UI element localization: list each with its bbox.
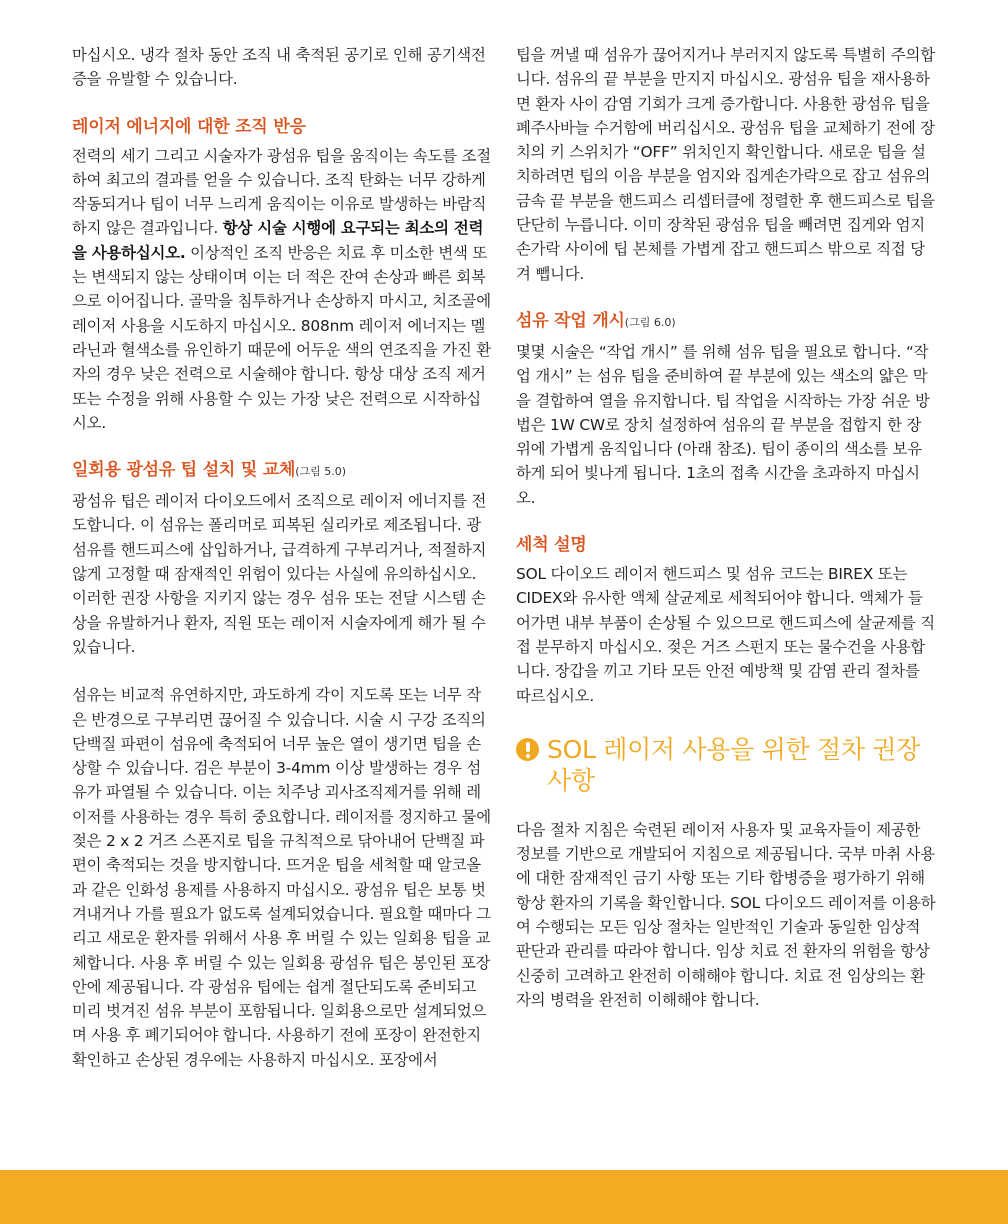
tissue-response-text-end: 이상적인 조직 반응은 치료 후 미소한 변색 또는 변색되지 않는 상태이며 이는 더 적은 잔여 손상과 빠른 회복으로 이어집니다. 골막을 침투하거나 손상하지 마시고, 치조골에 레이저 사용을 시도하지 마십시오. 808nm 레이저 에너지는 멜라닌과 혈색소를 유인하기 때문에 어두운 색의 연조직을 가진 환자의 경우 낮은 전력으로 시술해야 합니다. 항상 대상 조직 제거 또는 수정을 위해 사용할 수 있는 가장 낮은 전력으로 시작하십시오. [72, 243, 491, 432]
right-column [516, 43, 936, 1012]
tip-install-heading [72, 457, 492, 485]
tissue-response-heading: 레이저 에너지에 대한 조직 반응 [72, 116, 306, 137]
figure-reference-6: (그림 6.0) [624, 315, 676, 329]
intro-paragraph: 마십시오. 냉각 절차 동안 조직 내 축적된 공기로 인해 공기색전증을 유발할 수 있습니다. [72, 46, 486, 89]
footer-bar [0, 1170, 1008, 1224]
tip-install-heading-text: 일회용 광섬유 팁 설치 및 교체 [72, 460, 296, 481]
recommendations-title [516, 734, 936, 796]
tip-install-paragraph-2: 섬유는 비교적 유연하지만, 과도하게 각이 지도록 또는 너무 작은 반경으로 구부리면 끊어질 수 있습니다. 시술 시 구강 조직의 단백질 파편이 섬유에 축적되어 너무 높은 열이 생기면 팁을 손상할 수 있습니다. 검은 부분이 3-4mm 이상 발생하는 경우 섬유가 파열될 수 있습니다. 이는 치주낭 괴사조직제거를 위해 레이저를 사용하는 경우 특히 중요합니다. 레이저를 정지하고 물에 젖은 2 x 2 거즈 스폰지로 팁을 규칙적으로 닦아내어 단백질 파편이 축적되는 것을 방지합니다. 뜨거운 팁을 세척할 때 알코올과 같은 인화성 용제를 사용하지 마십시오. 광섬유 팁은 보통 벗겨내거나 가를 필요가 없도록 설계되었습니다. 필요할 때마다 그리고 새로운 환자를 위해서 사용 후 버릴 수 있는 일회용 팁을 교체합니다. 사용 후 버릴 수 있는 일회용 광섬유 팁은 봉인된 포장 안에 제공됩니다. 각 광섬유 팁에는 쉽게 절단되도록 준비되고 미리 벗겨진 섬유 부분이 포함됩니다. 일회용으로만 설계되었으며 사용 후 폐기되어야 합니다. 사용하기 전에 포장이 완전한지 확인하고 손상된 경우에는 사용하지 마십시오. 포장에서 [72, 686, 491, 1069]
tip-continued-paragraph: 팁을 꺼낼 때 섬유가 끊어지거나 부러지지 않도록 특별히 주의합니다. 섬유의 끝 부분을 만지지 마십시오. 광섬유 팁을 재사용하면 환자 사이 감염 기회가 크게 증가합니다. 사용한 광섬유 팁을 폐주사바늘 수거함에 버리십시오. 광섬유 팁을 교체하기 전에 장치의 키 스위치가 “OFF” 위치인지 확인합니다. 새로운 팁을 설치하려면 팁의 이음 부분을 엄지와 집게손가락으로 잡고 섬유의 금속 끝 부분을 핸드피스 리셉터클에 정렬한 후 핸드피스로 팁을 단단히 누릅니다. 이미 장착된 광섬유 팁을 빼려면 집게와 엄지손가락 사이에 팁 본체를 가볍게 잡고 핸드피스 밖으로 직접 당겨 뺍니다. [516, 46, 935, 283]
initiation-heading [516, 308, 936, 336]
tip-install-paragraph-1: 광섬유 팁은 레이저 다이오드에서 조직으로 레이저 에너지를 전도합니다. 이 섬유는 폴리머로 피복된 실리카로 제조됩니다. 광섬유를 핸드피스에 삽입하거나, 급격하게 구부리거나, 적절하지 않게 고정할 때 잠재적인 위험이 있다는 사실에 유의하십시오. 이러한 권장 사항을 지키지 않는 경우 섬유 또는 전달 시스템 손상을 유발하거나 환자, 직원 또는 레이저 시술자에게 해가 될 수 있습니다. [72, 492, 487, 656]
initiation-heading-text: 섬유 작업 개시 [516, 310, 625, 331]
initiation-paragraph: 몇몇 시술은 “작업 개시” 를 위해 섬유 팁을 필요로 합니다. “작업 개시” 는 섬유 팁을 준비하여 끝 부분에 있는 색소의 얇은 막을 결합하여 열을 유지합니다. 팁 작업을 시작하는 가장 쉬운 방법은 1W CW로 장치 설정하여 섬유의 끝 부분을 접합지 한 장 위에 가볍게 움직입니다 (아래 참조). 팁이 종이의 색소를 보유하게 되어 빛나게 됩니다. 1초의 접촉 시간을 초과하지 마십시오. [516, 342, 930, 507]
tissue-response-text-start: 전력의 세기 그리고 시술자가 광섬유 팁을 움직이는 속도를 조절하여 최고의 결과를 얻을 수 있습니다. 조직 탄화는 너무 강하게 작동되거나 팁이 너무 느리게 움직이는 이유로 발생하는 바람직하지 않은 결과입니다. [72, 146, 491, 238]
recommendations-title-text: SOL 레이저 사용을 위한 절차 권장 사항 [547, 734, 921, 795]
recommendations-paragraph: 다음 절차 지침은 숙련된 레이저 사용자 및 교육자들이 제공한 정보를 기반으로 개발되어 지침으로 제공됩니다. 국부 마취 사용에 대한 잠재적인 금기 사항 또는 기타 합병증을 평가하기 위해 항상 환자의 기록을 확인합니다. SOL 다이오드 레이저를 이용하여 수행되는 모든 임상 절차는 일반적인 기술과 동일한 임상적 판단과 관리를 따라야 합니다. 임상 치료 전 환자의 위험을 항상 신중히 고려하고 완전히 이해해야 합니다. 치료 전 임상의는 환자의 병력을 완전히 이해해야 합니다. [516, 820, 936, 1009]
cleaning-paragraph: SOL 다이오드 레이저 핸드피스 및 섬유 코드는 BIREX 또는 CIDEX와 유사한 액체 살균제로 세척되어야 합니다. 액체가 들어가면 내부 부품이 손상될 수 있으므로 핸드피스에 살균제를 직접 분무하지 마십시오. 젖은 거즈 스펀지 또는 물수건을 사용합니다. 장갑을 끼고 기타 모든 안전 예방책 및 감염 관리 절차를 따르십시오. [516, 565, 935, 705]
cleaning-heading: 세척 설명 [516, 535, 587, 556]
minimum-power-warning: 항상 시술 시행에 요구되는 최소의 전력을 사용하십시오. [72, 219, 484, 262]
figure-reference-5: (그림 5.0) [295, 465, 347, 479]
tissue-response-paragraph [72, 144, 492, 436]
alert-icon [516, 738, 539, 761]
left-column [72, 43, 492, 1072]
